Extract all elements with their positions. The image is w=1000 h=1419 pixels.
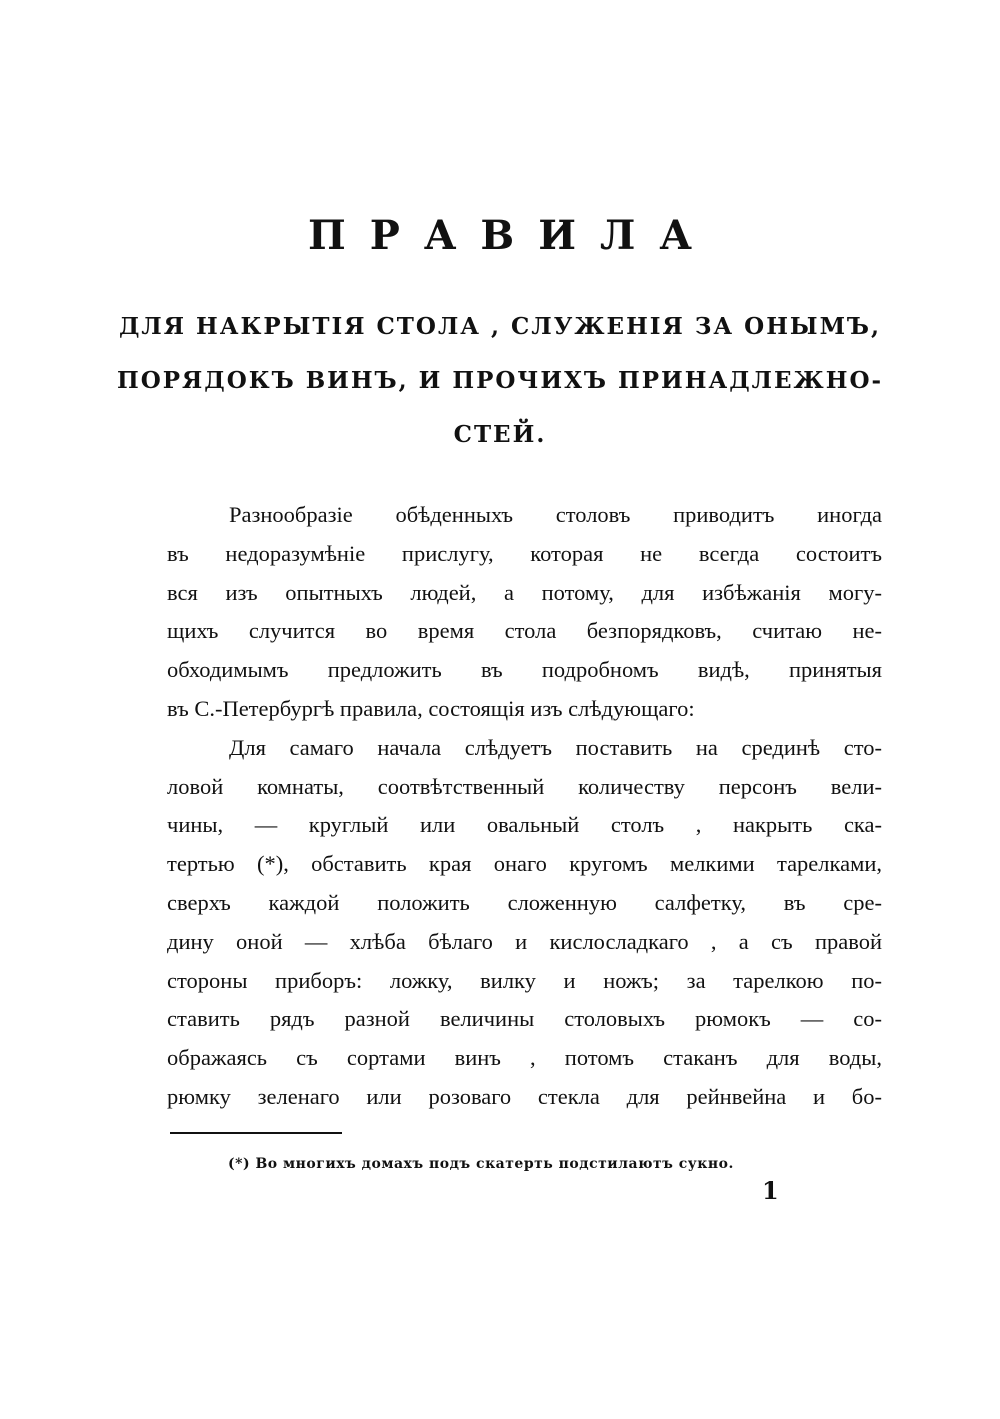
- footnote: (*) Во многихъ домахъ подъ скатерть подстилаютъ сукно.: [228, 1156, 734, 1172]
- text-line: щихъ случится во время стола безпорядковъ, считаю не-: [167, 618, 882, 644]
- text-line: рюмку зеленаго или розоваго стекла для рейнвейна и бо-: [167, 1083, 882, 1109]
- footnote-rule: [170, 1132, 342, 1134]
- paragraph: [167, 729, 882, 1117]
- text-line: ставить рядъ разной величины столовыхъ рюмокъ — со-: [167, 1006, 882, 1032]
- text-line: въ С.-Петербургѣ правила, состоящія изъ слѣдующаго:: [167, 695, 695, 721]
- text-line: Разнообразіе обѣденныхъ столовъ приводитъ иногда: [229, 502, 882, 527]
- page-number: 1: [762, 1176, 779, 1205]
- text-line: дину оной — хлѣба бѣлаго и кислосладкаго , а съ правой: [167, 928, 882, 954]
- subtitle: [0, 310, 1000, 472]
- text-line: вся изъ опытныхъ людей, а потому, для избѣжанія могу-: [167, 579, 882, 605]
- body-text: [167, 496, 882, 1117]
- text-line: ображаясь съ сортами винъ , потомъ стаканъ для воды,: [167, 1045, 882, 1071]
- text-line: обходимымъ предложить въ подробномъ видѣ, принятыя: [167, 657, 882, 683]
- text-line: Для самаго начала слѣдуетъ поставить на срединѣ сто-: [229, 734, 882, 760]
- subtitle-line: ДЛЯ НАКРЫТІЯ СТОЛА , СЛУЖЕНІЯ ЗА ОНЫМЪ,: [118, 313, 882, 340]
- text-line: въ недоразумѣніе прислугу, которая не всегда состоитъ: [167, 540, 882, 566]
- text-line: стороны приборъ: ложку, вилку и ножъ; за тарелкою по-: [167, 967, 882, 993]
- text-line: тертью (*), обставить края онаго кругомъ мелкими тарелками,: [167, 851, 882, 877]
- page-title: ПРАВИЛА: [308, 212, 716, 259]
- text-line: сверхъ каждой положить сложенную салфетку, въ сре-: [167, 889, 882, 915]
- text-line: ловой комнаты, соотвѣтственный количеству персонъ вели-: [167, 773, 882, 799]
- subtitle-line: СТЕЙ.: [453, 421, 547, 448]
- subtitle-line: ПОРЯДОКЪ ВИНЪ, И ПРОЧИХЪ ПРИНАДЛЕЖНО-: [116, 367, 884, 394]
- text-line: чины, — круглый или овальный столъ , накрыть ска-: [167, 812, 882, 838]
- paragraph: [167, 496, 882, 729]
